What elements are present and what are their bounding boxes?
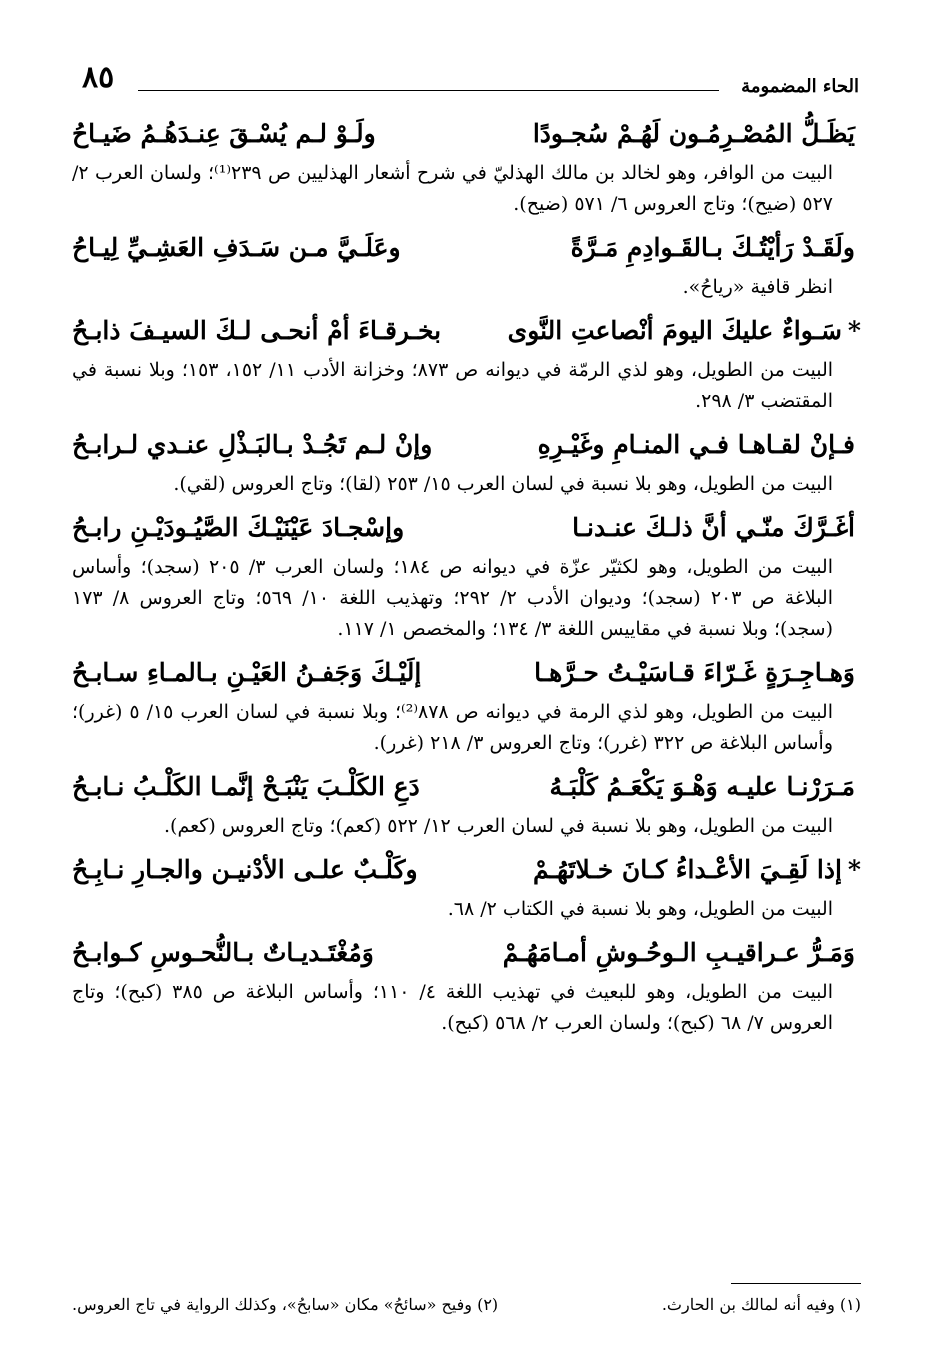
first-hemistich-text: أغَـرَّكَ منّـي أنَّ ذلـكَ عنـدنـا bbox=[572, 513, 855, 542]
first-hemistich bbox=[503, 931, 861, 975]
second-hemistich: بخـرقـاءَ أمْ أنحـى لـكَ السيـفَ ذابـحُ bbox=[72, 316, 442, 345]
first-hemistich bbox=[550, 765, 862, 809]
header-rule bbox=[138, 90, 719, 91]
first-hemistich bbox=[508, 309, 861, 353]
verse-line bbox=[72, 309, 861, 353]
first-hemistich-text: ولَقَـدْ رَأيْتُـكَ بـالقَـوادِمِ مَـرَّةً bbox=[570, 233, 855, 262]
verse-note: البيت من الطويل، وهو لذي الرمة في ديوانه ص ٨٧٨⁽²⁾؛ وبلا نسبة في لسان العرب ١٥/ ٥ (غرر)؛ وأساس البلاغة ص ٣٢٢ (غرر)؛ وتاج العروس ٣/ ٢١٨ (غرر). bbox=[72, 701, 833, 754]
verse-note: البيت من الطويل، وهو لذي الرمّة في ديوانه ص ٨٧٣؛ وخزانة الأدب ١١/ ١٥٢، ١٥٣؛ وبلا نسبة في المقتضب ٣/ ٢٩٨. bbox=[72, 359, 834, 412]
second-hemistich: وَمُغْتَـديـاتٌ بـالنُّحـوسِ كـوابـحُ bbox=[72, 938, 374, 967]
verse-line bbox=[72, 848, 861, 892]
first-hemistich-text: وَمَـرُّ عـراقيـبِ الـوحُـوشِ أمـامَهُـمْ bbox=[502, 938, 855, 967]
first-hemistich-text: مَـرَرْنـا عليـه وَهْـوَ يَكْعَـمُ كَلْبَـهُ bbox=[549, 772, 855, 801]
first-hemistich bbox=[572, 506, 861, 550]
verse-line bbox=[72, 112, 861, 156]
footnote-1: (١) وفيه أنه لمالك بن الحارث. bbox=[661, 1295, 861, 1314]
verse-entry bbox=[72, 765, 861, 842]
second-hemistich: وكَلْـبٌ علـى الأدْنيـن والجـارِ نـابِـحُ bbox=[72, 855, 418, 884]
verse-line bbox=[72, 423, 861, 467]
verse-line bbox=[72, 226, 861, 270]
footnote-rule bbox=[731, 1283, 861, 1284]
second-hemistich: وعَلَـيَّ مـن سَـدَفِ العَشِـيِّ لِيـاحُ bbox=[72, 233, 401, 262]
first-hemistich-text: إذا لَقِـيَ الأعْـداءُ كـانَ خـلاتَهُـمْ bbox=[533, 855, 842, 884]
first-hemistich bbox=[534, 651, 861, 695]
footnote-2: (٢) وفيح «سائحُ» مكان «سابحُ»، وكذلك الرواية في تاج العروس. bbox=[72, 1295, 499, 1314]
page-number: ٨٥ bbox=[82, 60, 115, 95]
verse-note: البيت من الطويل، وهو بلا نسبة في لسان العرب ١٥/ ٢٥٣ (لقا)؛ وتاج العروس (لقي). bbox=[173, 473, 833, 495]
verse-line bbox=[72, 506, 861, 550]
verse-list bbox=[72, 112, 861, 1045]
second-hemistich: دَعِ الكَلْـبَ يَنْبَـحْ إنَّمـا الكَلْـبُ نـابـحُ bbox=[72, 772, 420, 801]
verse-note: البيت من الوافر، وهو لخالد بن مالك الهذليّ في شرح أشعار الهذليين ص ٢٣٩⁽¹⁾؛ ولسان العرب ٢/ ٥٢٧ (ضيح)؛ وتاج العروس ٦/ ٥٧١ (ضيح). bbox=[72, 162, 833, 215]
verse-entry bbox=[72, 506, 861, 645]
verse-entry bbox=[72, 931, 861, 1039]
verse-line bbox=[72, 765, 861, 809]
verse-entry bbox=[72, 848, 861, 925]
first-hemistich bbox=[538, 423, 861, 467]
footnote-row bbox=[72, 1295, 861, 1314]
second-hemistich: ولَـوْ لـم يُسْـقَ عِنـدَهُـمُ ضَيـاحُ bbox=[72, 119, 376, 148]
second-hemistich: وإسْجـادَ عَيْنَيْـكَ الصَّيُـودَيْـنِ رابـحُ bbox=[72, 513, 405, 542]
verse-entry bbox=[72, 423, 861, 500]
first-hemistich-text: فـإنْ لقـاهـا فـي المنـامِ وغَيْـرِهِ bbox=[537, 430, 855, 459]
first-hemistich bbox=[533, 848, 861, 892]
first-hemistich-text: يَظَـلُّ المُصْـرِمُـون لَهُـمْ سُجـودًا bbox=[532, 119, 855, 148]
verse-note: البيت من الطويل، وهو بلا نسبة في لسان العرب ١٢/ ٥٢٢ (كعم)؛ وتاج العروس (كعم). bbox=[164, 815, 833, 837]
second-hemistich: وإنْ لـم تَجُـدْ بـالبَـذْلِ عنـدي لـرابـحُ bbox=[72, 430, 433, 459]
first-hemistich bbox=[571, 226, 861, 270]
verse-line bbox=[72, 651, 861, 695]
first-hemistich-text: وَهـاجِـرَةٍ غَـرّاءَ قـاسَيْـتُ حـرَّهـا bbox=[534, 658, 855, 687]
verse-note: البيت من الطويل، وهو لكثيّر عزّة في ديوانه ص ١٨٤؛ ولسان العرب ٣/ ٢٠٥ (سجد)؛ وأساس البلاغة ص ٢٠٣ (سجد)؛ وديوان الأدب ٢/ ٢٩٢؛ وتهذيب اللغة ١٠/ ٥٦٩؛ وتاج العروس ٨/ ١٧٣ (سجد)؛ وبلا نسبة في مقاييس اللغة ٣/ ١٣٤؛ والمخصص ١/ ١١٧. bbox=[72, 556, 834, 640]
verse-note: انظر قافية «رياحُ». bbox=[682, 276, 833, 298]
page-header bbox=[82, 60, 859, 100]
verse-entry bbox=[72, 651, 861, 759]
running-title: الحاء المضمومة bbox=[741, 76, 859, 97]
second-hemistich: إلَيْـكَ وَجَفـنُ العَيْـنِ بـالمـاءِ سـابـحُ bbox=[72, 658, 422, 687]
verse-note: البيت من الطويل، وهو بلا نسبة في الكتاب ٢/ ٦٨. bbox=[447, 898, 833, 920]
verse-note: البيت من الطويل، وهو للبعيث في تهذيب اللغة ٤/ ١١٠؛ وأساس البلاغة ص ٣٨٥ (كبح)؛ وتاج العروس ٧/ ٦٨ (كبح)؛ ولسان العرب ٢/ ٥٦٨ (كبح). bbox=[72, 981, 833, 1034]
verse-entry bbox=[72, 112, 861, 220]
first-hemistich-text: سَـواءٌ عليكَ اليومَ أنْصاعتِ النَّوى bbox=[507, 316, 842, 345]
entry-marker: * bbox=[847, 855, 861, 884]
verse-entry bbox=[72, 309, 861, 417]
verse-line bbox=[72, 931, 861, 975]
verse-entry bbox=[72, 226, 861, 303]
entry-marker: * bbox=[847, 316, 861, 345]
first-hemistich bbox=[533, 112, 861, 156]
